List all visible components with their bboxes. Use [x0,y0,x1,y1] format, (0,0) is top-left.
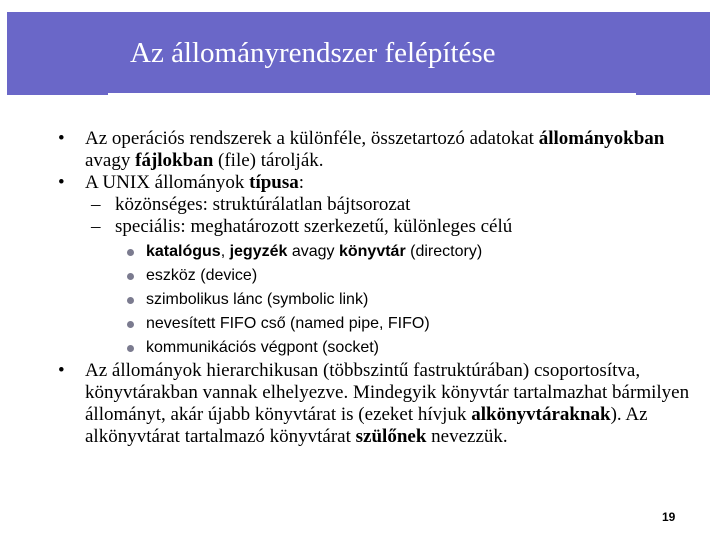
bold-term: jegyzék [229,243,288,260]
bullet-marker: • [58,360,65,381]
sub-bullet-text: speciális: meghatározott szerkezetű, különleges célú [115,216,513,237]
item-text: , [220,243,230,260]
list-item-socket [58,337,708,358]
sub-bullet-special [58,216,708,238]
item-text: avagy [287,243,339,260]
bullet-text: Az operációs rendszerek a különféle, összetartozó adatokat [85,128,539,149]
list-item-device [58,265,708,286]
item-text: nevesített FIFO cső (named pipe, FIFO) [146,315,430,332]
sub-bullet-regular [58,194,708,216]
dot-marker [127,297,134,304]
list-item-directory [58,241,708,262]
bullet-text: (file) tárolják. [213,150,324,171]
bold-term: típusa [249,172,299,193]
bullet-text: A UNIX állományok [85,172,250,193]
dot-marker [127,321,134,328]
bold-term: szülőnek [355,426,427,447]
bold-term: katalógus [146,243,221,260]
sub-bullet-text: közönséges: struktúrálatlan bájtsorozat [115,194,411,215]
dash-marker: – [91,194,101,215]
item-text: (directory) [405,243,483,260]
list-item-fifo [58,313,708,334]
bullet-hierarchy [58,360,697,448]
bullet-text: avagy [85,150,136,171]
bullet-unix-types [58,172,708,194]
item-text: kommunikációs végpont (socket) [146,339,379,356]
bullet-marker: • [58,128,65,149]
page-number: 19 [662,510,676,524]
bold-term: könyvtár [338,243,406,260]
bullet-text: ). Az alkönyvtárat tartalmazó könyvtárat [85,404,648,447]
bold-term: fájlokban [135,150,214,171]
title-underline [108,93,636,96]
bullet-text: : [298,172,305,193]
slide-content [58,128,708,448]
bullet-text: nevezzük. [426,426,508,447]
bold-term: állományokban [538,128,665,149]
bullet-marker: • [58,172,65,193]
item-text: szimbolikus lánc (symbolic link) [146,291,369,308]
dot-marker [127,345,134,352]
bullet-text: Az állományok hierarchikusan (többszintű fastruktúrában) csoportosítva, könyvtárakban vannak elhelyezve. Mindegyik könyvtár tartalmazhat bármilyen állományt, akár újabb könyvtárat is (ezeket hívjuk [85,360,690,425]
item-text: eszköz (device) [146,267,258,284]
bullet-files [58,128,708,172]
page-title: Az állományrendszer felépítése [130,37,496,69]
dot-marker [127,249,134,256]
dot-marker [127,273,134,280]
bold-term: alkönyvtáraknak [471,404,611,425]
dash-marker: – [91,216,101,237]
list-item-symlink [58,289,708,310]
